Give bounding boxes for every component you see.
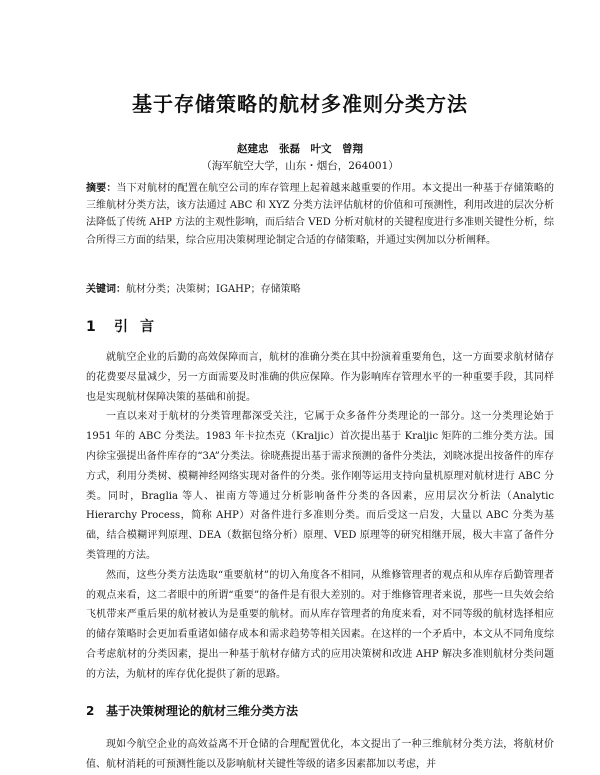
section-2-body: [86, 735, 554, 775]
paper-title: 基于存储策略的航材多准则分类方法: [132, 92, 468, 116]
paragraph: 然而，这些分类方法选取“重要航材”的切入角度各不相同，从维修管理者的观点和从库存后勤管理者的观点来看，这二者眼中的所谓“重要”的备件是有很大差别的。对于维修管理者来说，那些一旦失效会给飞机带来严重后果的航材被认为是重要的航材。而从库存管理者的角度来看，对不同等级的航材选择相应的储存策略时会更加看重诸如储存成本和需求趋势等相关因素。在这样的一个矛盾中，本文从不同角度综合考虑航材的分类因素，提出一种基于航材存储方式的应用决策树和改进 AHP 解决多准则航材分类问题的方法，为航材的库存优化提供了新的思路。: [86, 569, 554, 680]
abstract-label: 摘要：: [86, 183, 117, 194]
section-title: 引言: [114, 319, 166, 335]
section-number: 1: [86, 319, 96, 335]
section-title: 基于决策树理论的航材三维分类方法: [106, 704, 299, 718]
keywords: [86, 282, 554, 298]
section-1-heading: [86, 316, 166, 336]
affiliation: （海军航空大学，山东・烟台，264001）: [201, 160, 399, 172]
paragraph: 就航空企业的后勤的高效保障而言，航材的准确分类在其中扮演着重要角色，这一方面要求航材储存的花费要尽量减少，另一方面需要及时准确的供应保障。作为影响库存管理水平的一种重要手段，其同样也是实现航材保障决策的基础和前提。: [86, 352, 554, 403]
abstract: [86, 180, 554, 249]
abstract-text: 当下对航材的配置在航空公司的库存管理上起着越来越重要的作用。本文提出一种基于存储策略的三维航材分类方法，该方法通过 ABC 和 XYZ 分类方法评估航材的价值和可预测性，利用改进的层次分析法降低了传统 AHP 方法的主观性影响，而后结合 VED 分析对航材的关键程度进行多准则关键性分析，综合所得三方面的结果，综合应用决策树理论制定合适的存储策略，并通过实例加以分析阐释。: [86, 183, 555, 246]
section-number: 2: [86, 704, 95, 718]
keywords-label: 关键词：: [86, 284, 126, 295]
section-2-heading: [86, 702, 298, 719]
section-1-body: [86, 348, 554, 685]
paragraph: 一直以来对于航材的分类管理都深受关注，它属于众多备件分类理论的一部分。这一分类理论始于 1951 年的 ABC 分类法。1983 年卡拉杰克（Kraljic）首次提出基于 Kraljic 矩阵的二维分类方法。国内徐宝强提出备件库存的“3A”分类法。徐晓燕提出基于需求预测的备件分类法，刘晓冰提出按备件的库存方式，利用分类树、模糊神经网络实现对备件的分类。张作刚等运用支持向量机原理对航材进行 ABC 分类。同时，Braglia 等人、崔南方等通过分析影响备件分类的各因素，应用层次分析法（Analytic Hierarchy Process，简称 AHP）对备件进行多准则分类。而后受这一启发，大量以 ABC 分类为基础，结合模糊评判原理、DEA（数据包络分析）原理、VED 原理等的研究相继开展，极大丰富了备件分类管理的方法。: [86, 411, 554, 561]
author-list: 赵建忠 张磊 叶文 曾翔: [237, 143, 363, 155]
keywords-text: 航材分类；决策树；IGAHP；存储策略: [126, 284, 301, 295]
paragraph: 现如今航空企业的高效益离不开仓储的合理配置优化，本文提出了一种三维航材分类方法，将航材价值、航材消耗的可预测性能以及影响航材关键性等级的诸多因素都加以考虑，并: [86, 739, 554, 770]
